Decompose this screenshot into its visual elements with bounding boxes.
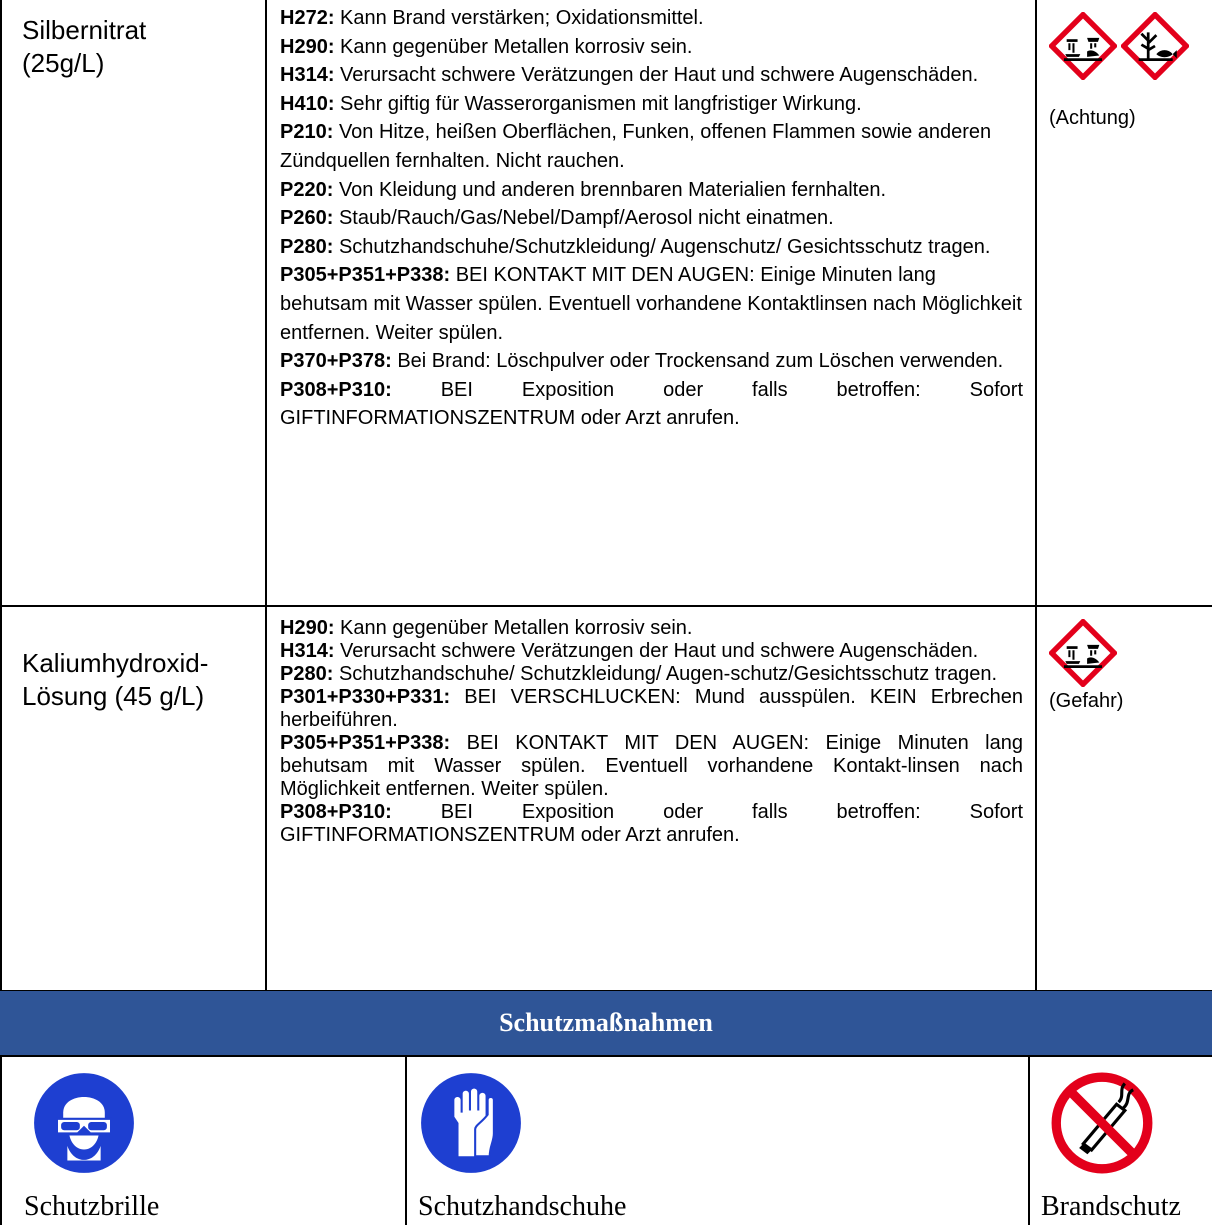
statement: P280: Schutzhandschuhe/Schutzkleidung/ Augenschutz/ Gesichtsschutz tragen. — [280, 235, 991, 258]
statement: P308+P310: BEI Exposition oder falls betroffen: Sofort GIFTINFORMATIONSZENTRUM oder Arzt anrufen. — [280, 801, 1023, 846]
statement: P305+P351+P338: BEI KONTAKT MIT DEN AUGEN: Einige Minuten lang behutsam mit Wasser spülen. Eventuell vorhandene Kontakt-linsen nach Möglichkeit entfernen. Weiter spülen. — [280, 732, 1023, 800]
measure-cell — [0, 1057, 405, 1225]
statement: H410: Sehr giftig für Wasserorganismen mit langfristiger Wirkung. — [280, 92, 862, 115]
protective-gloves-icon — [419, 1071, 523, 1175]
measure-cell — [1028, 1057, 1212, 1225]
measure-cell — [405, 1057, 1028, 1225]
statement: P305+P351+P338: BEI KONTAKT MIT DEN AUGEN: Einige Minuten lang behutsam mit Wasser spülen. Eventuell vorhandene Kontaktlinsen nach Möglichkeit entfernen. Weiter spülen. — [280, 264, 1022, 344]
statement-list — [267, 0, 1035, 433]
measure-label: Schutzbrille — [24, 1191, 160, 1222]
statement: P220: Von Kleidung und anderen brennbaren Materialien fernhalten. — [280, 178, 887, 201]
statement: H314: Verursacht schwere Verätzungen der Haut und schwere Augenschäden. — [280, 64, 979, 87]
signal-word: (Gefahr) — [1049, 690, 1124, 712]
safety-goggles-icon — [32, 1071, 136, 1175]
table-row — [1, 606, 1212, 991]
statement: H290: Kann gegenüber Metallen korrosiv sein. — [280, 617, 693, 639]
statement: H290: Kann gegenüber Metallen korrosiv sein. — [280, 35, 693, 58]
pictogram-group — [1049, 12, 1212, 80]
statement: P260: Staub/Rauch/Gas/Nebel/Dampf/Aerosol nicht einatmen. — [280, 207, 834, 230]
signal-word: (Achtung) — [1049, 107, 1136, 129]
statement: P280: Schutzhandschuhe/ Schutzkleidung/ Augen-schutz/Gesichtsschutz tragen. — [280, 663, 998, 685]
pictogram-group — [1049, 619, 1212, 687]
ghs05-corrosion-icon — [1049, 619, 1117, 687]
measure-label: Schutzhandschuhe — [418, 1191, 627, 1222]
statement: P210: Von Hitze, heißen Oberflächen, Funken, offenen Flammen sowie anderen Zündquellen fernhalten. Nicht rauchen. — [280, 121, 992, 172]
section-header: Schutzmaßnahmen — [0, 991, 1212, 1057]
hazard-cell — [1036, 0, 1212, 606]
statements-cell — [266, 606, 1036, 991]
statement: P370+P378: Bei Brand: Löschpulver oder Trockensand zum Löschen verwenden. — [280, 350, 1004, 373]
substance-name-cell — [1, 0, 266, 606]
statement: P301+P330+P331: BEI VERSCHLUCKEN: Mund ausspülen. KEIN Erbrechen herbeiführen. — [280, 686, 1023, 731]
no-smoking-icon — [1050, 1071, 1154, 1175]
ghs05-corrosion-icon — [1049, 12, 1117, 80]
statement: H314: Verursacht schwere Verätzungen der Haut und schwere Augenschäden. — [280, 640, 979, 662]
substance-name: Silbernitrat (25g/L) — [22, 15, 147, 78]
protective-measures — [0, 1057, 1212, 1225]
ghs09-environment-icon — [1121, 12, 1189, 80]
hazard-cell — [1036, 606, 1212, 991]
statements-cell — [266, 0, 1036, 606]
table-row — [1, 0, 1212, 606]
substance-name: Kaliumhydroxid-Lösung (45 g/L) — [22, 648, 209, 711]
statement: P308+P310: BEI Exposition oder falls betroffen: Sofort GIFTINFORMATIONSZENTRUM oder Arzt anrufen. — [280, 378, 1023, 430]
statement-list — [267, 607, 1035, 847]
substance-name-cell — [1, 606, 266, 991]
statement: H272: Kann Brand verstärken; Oxidationsmittel. — [280, 7, 704, 29]
measure-label: Brandschutz — [1041, 1191, 1181, 1222]
